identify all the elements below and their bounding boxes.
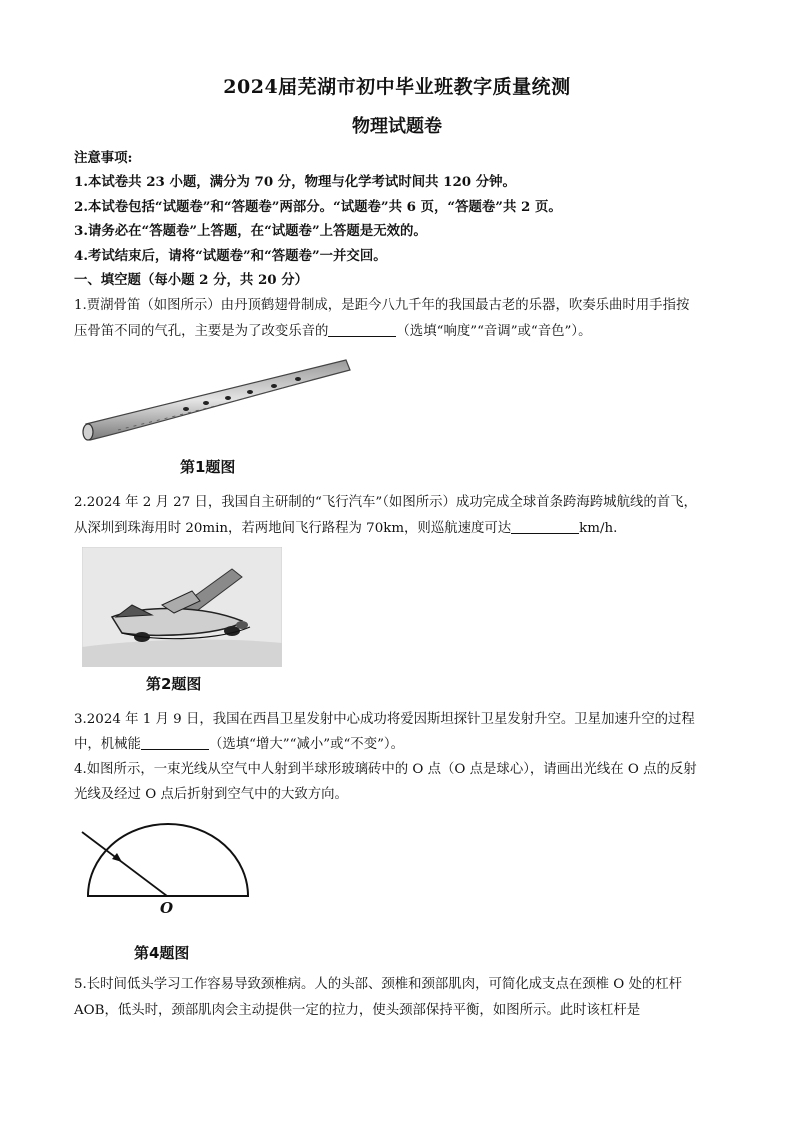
q2-answer-blank[interactable] — [511, 519, 579, 534]
notice-item-2: 2.本试卷包括“试题卷”和“答题卷”两部分。“试题卷”共 6 页，“答题卷”共 2 页。 — [74, 199, 562, 215]
q3-text-a: 中，机械能 — [74, 737, 141, 752]
q4-figure-caption: 第4题图 — [134, 944, 190, 962]
q4-line-1: 4.如图所示，一束光线从空气中人射到半球形玻璃砖中的 O 点（O 点是球心），请画出光线在 O 点的反射 — [74, 762, 697, 777]
q3-text-b: （选填“增大”“减小”或“不变”）。 — [208, 737, 405, 752]
incident-ray — [82, 832, 167, 896]
q1-line-2 — [74, 322, 724, 342]
q3-answer-blank[interactable] — [141, 735, 209, 750]
q1-line-1: 1.贾湖骨笛（如图所示）由丹顶鹤翅骨制成，是距今八九千年的我国最古老的乐器，吹奏乐曲时用手指按 — [74, 298, 690, 313]
notice-heading: 注意事项: — [74, 150, 133, 166]
notice-item-3: 3.请务必在“答题卷”上答题，在“试题卷”上答题是无效的。 — [74, 223, 427, 239]
q1-text-a: 压骨笛不同的气孔，主要是为了改变乐音的 — [74, 324, 329, 339]
q4-line-2: 光线及经过 O 点后折射到空气中的大致方向。 — [74, 787, 348, 802]
q2-line-2 — [74, 519, 724, 539]
q3-line-1: 3.2024 年 1 月 9 日，我国在西昌卫星发射中心成功将爱因斯坦探针卫星发射升空。卫星加速升空的过程 — [74, 712, 695, 727]
section-heading: 一、填空题（每小题 2 分，共 20 分） — [74, 272, 309, 288]
q1-figure-caption: 第1题图 — [180, 458, 236, 476]
q5-line-1: 5.长时间低头学习工作容易导致颈椎病。人的头部、颈椎和颈部肌肉，可简化成支点在颈椎 O 处的杠杆 — [74, 977, 683, 992]
exam-subtitle: 物理试题卷 — [352, 116, 442, 137]
q2-text-a: 从深圳到珠海用时 20min，若两地间飞行路程为 70km，则巡航速度可达 — [74, 521, 512, 536]
bone-flute-figure — [78, 350, 358, 450]
q3-line-2 — [74, 735, 724, 755]
notice-item-1: 1.本试卷共 23 小题，满分为 70 分，物理与化学考试时间共 120 分钟。 — [74, 174, 516, 190]
exam-title: 2024届芜湖市初中毕业班教字质量统测 — [223, 76, 571, 98]
notice-item-4: 4.考试结束后，请将“试题卷”和“答题卷”一并交回。 — [74, 248, 387, 264]
q2-line-1: 2.2024 年 2 月 27 日，我国自主研制的“飞行汽车”（如图所示）成功完成全球首条跨海跨城航线的首飞， — [74, 495, 697, 510]
q2-text-b: km/h. — [579, 521, 618, 536]
point-o-label: O — [160, 899, 174, 917]
q1-text-b: （选填“响度”“音调”或“音色”）。 — [396, 324, 592, 339]
q2-figure-caption: 第2题图 — [146, 675, 202, 693]
flying-car-figure — [82, 547, 282, 667]
q5-line-2: AOB，低头时，颈部肌肉会主动提供一定的拉力，使头颈部保持平衡，如图所示。此时该杠杆是 — [74, 1003, 641, 1018]
q1-answer-blank[interactable] — [328, 322, 396, 337]
